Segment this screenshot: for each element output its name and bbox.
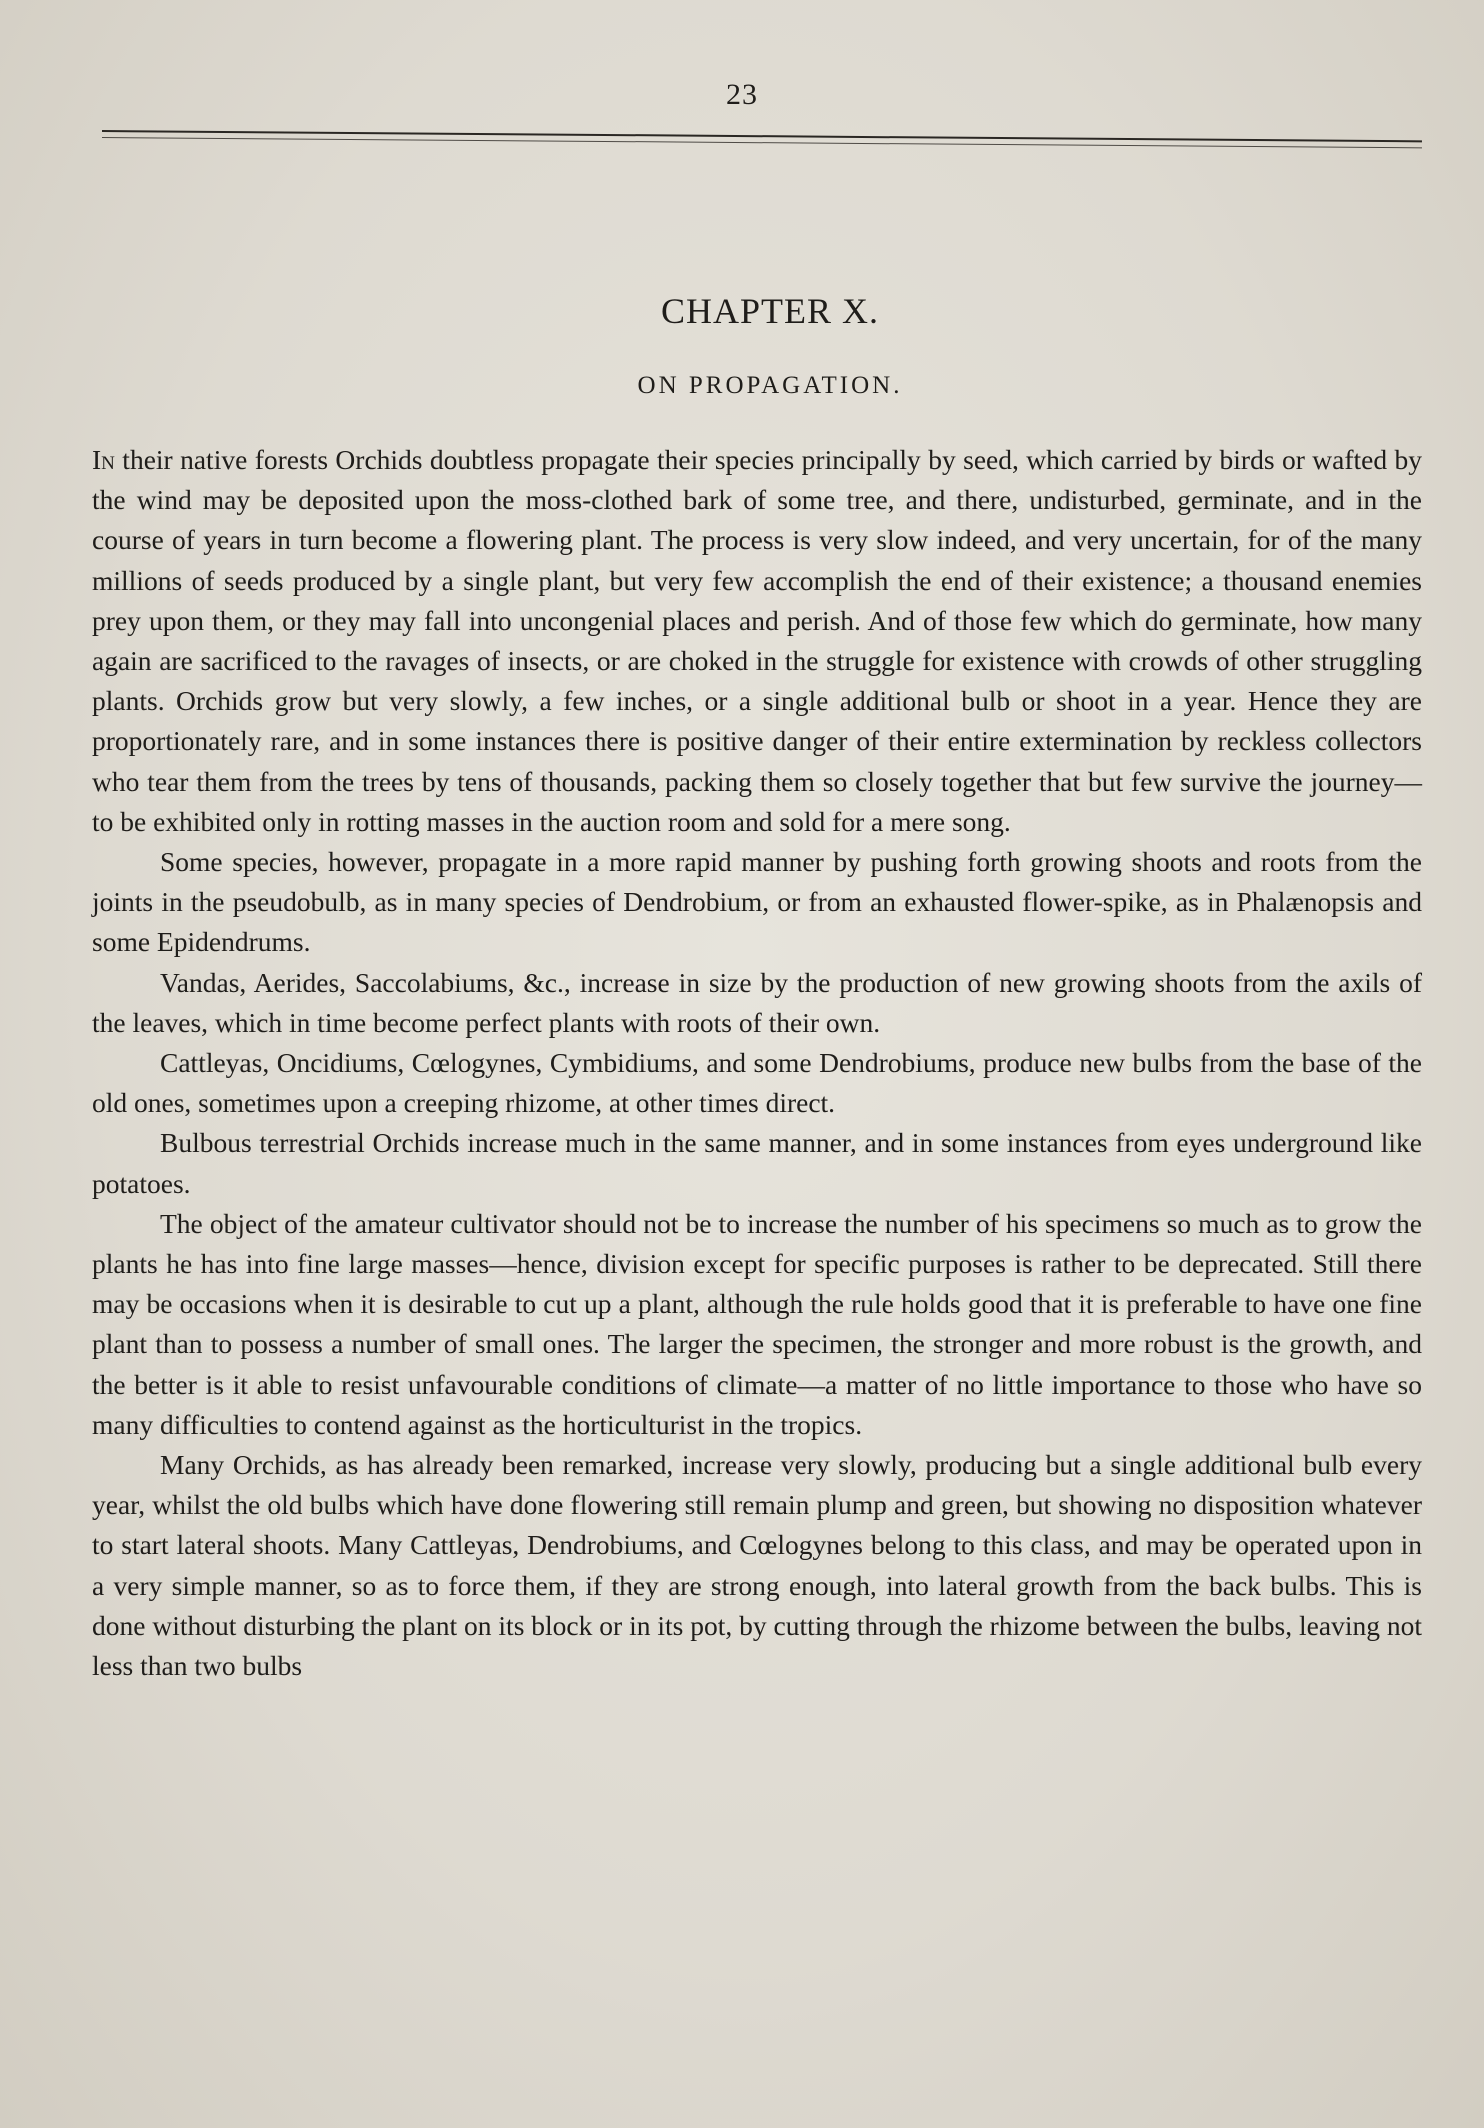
paragraph-lead-word: In	[92, 444, 115, 475]
page-number: 23	[726, 78, 758, 111]
paragraph-4: Cattleyas, Oncidiums, Cœlogynes, Cymbidiums, and some Dendrobiums, produce new bulbs from the base of the old ones, sometimes upon a creeping rhizome, at other times direct.	[92, 1047, 1422, 1119]
paragraph-5: Bulbous terrestrial Orchids increase much in the same manner, and in some instances from eyes underground like potatoes.	[92, 1127, 1422, 1199]
chapter-subtitle: ON PROPAGATION.	[637, 372, 903, 399]
paragraph-3: Vandas, Aerides, Saccolabiums, &c., increase in size by the production of new growing shoots from the axils of the leaves, which in time become perfect plants with roots of their own.	[92, 966, 1422, 1038]
paragraph-6: The object of the amateur cultivator should not be to increase the number of his specimens so much as to grow the plants he has into fine large masses—hence, division except for specific purposes is rather to be deprecated. Still there may be occasions when it is desirable to cut up a plant, although the rule holds good that it is preferable to have one fine plant than to possess a number of small ones. The larger the specimen, the stronger and more robust is the growth, and the better is it able to resist unfavourable conditions of climate—a matter of no little importance to those who have so many difficulties to contend against as the horticulturist in the tropics.	[92, 1207, 1422, 1440]
paragraph-7: Many Orchids, as has already been remarked, increase very slowly, producing but a single additional bulb every year, whilst the old bulbs which have done flowering still remain plump and green, but showing no disposition whatever to start lateral shoots. Many Cattleyas, Dendrobiums, and Cœlogynes belong to this class, and may be operated upon in a very simple manner, so as to force them, if they are strong enough, into lateral growth from the back bulbs. This is done without disturbing the plant on its block or in its pot, by cutting through the rhizome between the bulbs, leaving not less than two bulbs	[92, 1449, 1422, 1682]
chapter-body	[92, 440, 1422, 1686]
paragraph-2: Some species, however, propagate in a more rapid manner by pushing forth growing shoots and roots from the joints in the pseudobulb, as in many species of Dendrobium, or from an exhausted flower-spike, as in Phalænopsis and some Epidendrums.	[92, 846, 1422, 958]
paragraph-text: their native forests Orchids doubtless propagate their species principally by seed, which carried by birds or wafted by the wind may be deposited upon the moss-clothed bark of some tree, and there, undisturbed, germinate, and in the course of years in turn become a flowering plant. The process is very slow indeed, and very uncertain, for of the many millions of seeds produced by a single plant, but very few accomplish the end of their existence; a thousand enemies prey upon them, or they may fall into uncongenial places and perish. And of those few which do germinate, how many again are sacrificed to the ravages of insects, or are choked in the struggle for existence with crowds of other struggling plants. Orchids grow but very slowly, a few inches, or a single additional bulb or shoot in a year. Hence they are proportionately rare, and in some instances there is positive danger of their entire extermination by reckless collectors who tear them from the trees by tens of thousands, packing them so closely together that but few survive the journey—to be exhibited only in rotting masses in the auction room and sold for a mere song.	[92, 444, 1422, 837]
chapter-title: CHAPTER X.	[660, 291, 880, 331]
header-rule	[102, 130, 1422, 142]
paragraph-1	[92, 440, 1422, 842]
